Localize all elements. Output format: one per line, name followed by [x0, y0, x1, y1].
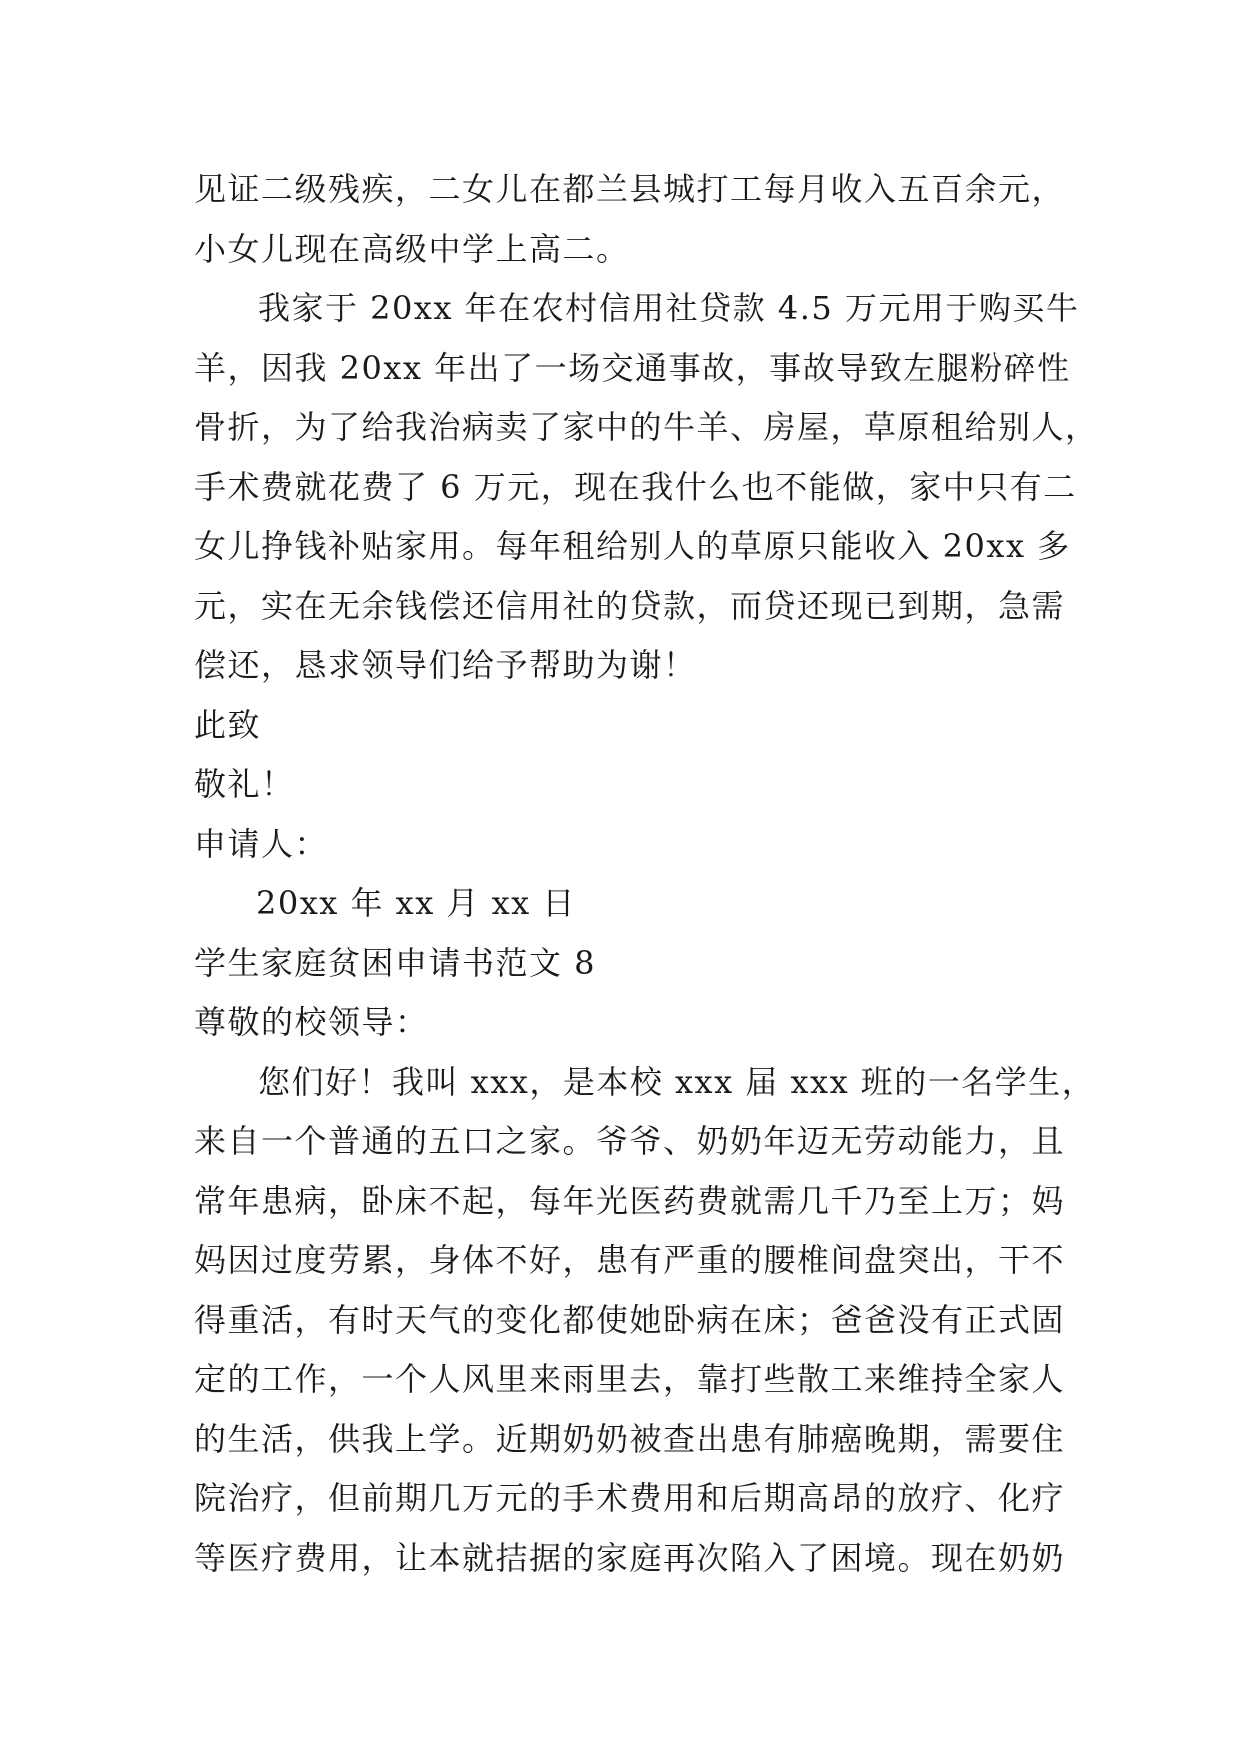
text-line: 见证二级残疾，二女儿在都兰县城打工每月收入五百余元，	[194, 170, 1066, 208]
text-line: 偿还，恳求领导们给予帮助为谢！	[194, 646, 697, 684]
text-line: 女儿挣钱补贴家用。每年租给别人的草原只能收入 20xx 多	[194, 527, 1071, 565]
text-line: 得重活，有时天气的变化都使她卧病在床；爸爸没有正式固	[194, 1300, 1066, 1339]
text-line: 的生活，供我上学。近期奶奶被查出患有肺癌晚期，需要住	[194, 1419, 1066, 1458]
date-line: 20xx 年 xx 月 xx 日	[256, 884, 576, 922]
text-line: 骨折，为了给我治病卖了家中的牛羊、房屋，草原租给别人，	[194, 408, 1099, 446]
text-line: 等医疗费用，让本就拮据的家庭再次陷入了困境。现在奶奶	[194, 1538, 1066, 1577]
text-line: 定的工作，一个人风里来雨里去，靠打些散工来维持全家人	[194, 1360, 1066, 1398]
text-line: 常年患病，卧床不起，每年光医药费就需几千乃至上万；妈	[194, 1181, 1066, 1220]
text-line: 妈因过度劳累，身体不好，患有严重的腰椎间盘突出，干不	[194, 1241, 1066, 1279]
salutation: 尊敬的校领导：	[194, 1003, 429, 1041]
document-body	[194, 160, 1099, 1588]
closing-salutation: 此致	[194, 705, 262, 744]
paragraph-start-line: 您们好！我叫 xxx，是本校 xxx 届 xxx 班的一名学生，	[258, 1062, 1096, 1101]
closing-respect: 敬礼！	[194, 765, 295, 803]
text-line: 来自一个普通的五口之家。爷爷、奶奶年迈无劳动能力，且	[194, 1122, 1066, 1160]
text-line: 院治疗，但前期几万元的手术费用和后期高昂的放疗、化疗	[194, 1479, 1066, 1517]
text-line: 手术费就花费了 6 万元，现在我什么也不能做，家中只有二	[194, 467, 1077, 506]
applicant-label: 申请人：	[194, 824, 329, 863]
text-line: 羊，因我 20xx 年出了一场交通事故，事故导致左腿粉碎性	[194, 348, 1071, 387]
section-title: 学生家庭贫困申请书范文 8	[194, 943, 597, 982]
text-line: 小女儿现在高级中学上高二。	[194, 229, 630, 268]
text-line: 元，实在无余钱偿还信用社的贷款，而贷还现已到期，急需	[194, 586, 1066, 625]
paragraph-start-line: 我家于 20xx 年在农村信用社贷款 4.5 万元用于购买牛	[258, 289, 1080, 327]
